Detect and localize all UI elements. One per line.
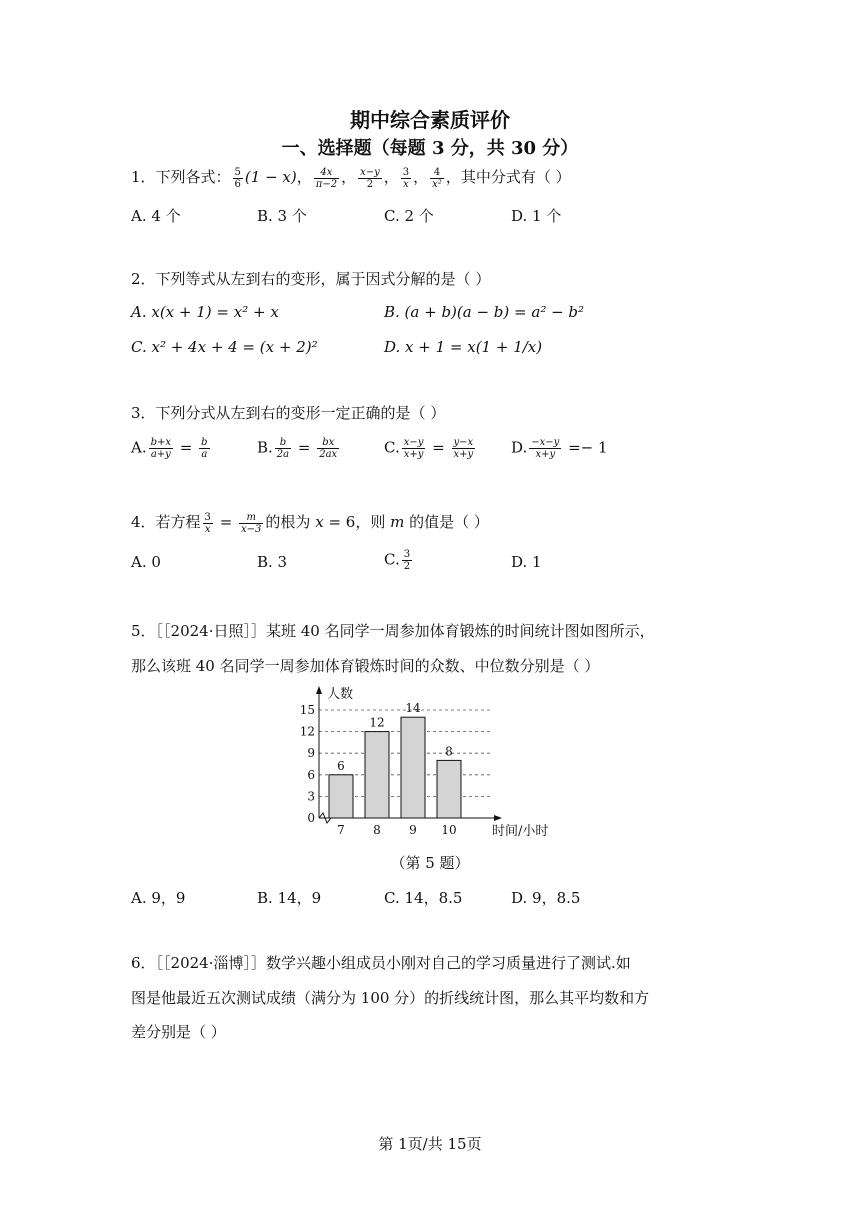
question-6-line-3: 差分别是（ ） xyxy=(131,1023,226,1041)
question-6-line-2: 图是他最近五次测试成绩（满分为 100 分）的折线统计图，那么其平均数和方 xyxy=(131,989,650,1007)
question-5-line-2: 那么该班 40 名同学一周参加体育锻炼时间的众数、中位数分别是（ ） xyxy=(131,657,600,675)
x-tick-label: 7 xyxy=(337,823,345,837)
q1-option-c: C. 2 个 xyxy=(384,207,434,225)
q1-option-d: D. 1 个 xyxy=(511,207,562,225)
bar-value-label: 6 xyxy=(337,758,345,773)
bar-chart xyxy=(295,682,565,842)
x-axis-title: 时间/小时 xyxy=(492,824,549,839)
bar xyxy=(329,775,353,818)
bar-value-label: 12 xyxy=(369,715,385,730)
y-axis-title: 人数 xyxy=(327,687,354,702)
x-tick-label: 8 xyxy=(373,823,381,837)
q3-option-b: B. $\frac{b}{2a}$ = $\frac{bx}{2ax}$ xyxy=(257,437,338,460)
q2-option-d: D. x + 1 = x(1 + 1/x) xyxy=(384,338,543,356)
q2-option-b: B. (a + b)(a − b) = a² − b² xyxy=(384,303,585,321)
question-4-stem: 4．若方程 $\frac{3}{x}$ = $\frac{m}{x-3}$ 的根为 x = 6，则 m 的值是（ ） xyxy=(131,511,489,535)
q4-option-c: C. $\frac{3}{2}$ xyxy=(384,549,411,572)
bar-value-label: 8 xyxy=(445,744,453,759)
question-3-stem: 3．下列分式从左到右的变形一定正确的是（ ） xyxy=(131,404,446,422)
q1-option-a: A. 4 个 xyxy=(131,207,181,225)
q4-option-d: D. 1 xyxy=(511,553,542,571)
q3-option-d: D. $\frac{-x-y}{x+y}$ =− 1 xyxy=(511,437,608,460)
q3-option-c: C. $\frac{x-y}{x+y}$ = $\frac{y-x}{x+y}$ xyxy=(384,437,474,460)
q5-option-d: D. 9，8.5 xyxy=(511,889,581,907)
page-title: 期中综合素质评价 xyxy=(350,108,510,132)
y-tick-label: 9 xyxy=(307,746,315,761)
bar xyxy=(365,732,389,818)
question-5-line-1: 5．［［2024·日照］］某班 40 名同学一周参加体育锻炼的时间统计图如图所示， xyxy=(131,622,655,640)
y-tick-label: 12 xyxy=(299,724,315,739)
q2-option-c: C. x² + 4x + 4 = (x + 2)² xyxy=(131,338,318,356)
bar xyxy=(401,717,425,818)
y-tick-label: 0 xyxy=(307,811,315,825)
question-1-stem: 1．下列各式： $\frac{5}{6}$ (1 − x)， $\frac{4x}{\pi-2}$ ， $\frac{x-y}{2}$ ， $\frac{3}{x}$ ， $\frac{4}{\text{x²}}$ ，其中分式有（ ） xyxy=(131,166,571,190)
q4-option-a: A. 0 xyxy=(131,553,161,571)
figure-caption: （第 5 题） xyxy=(390,854,470,872)
bar xyxy=(437,760,461,818)
y-tick-label: 3 xyxy=(307,789,315,804)
section-heading: 一、选择题（每题 3 分，共 30 分） xyxy=(281,138,579,159)
q2-option-a: A. x(x + 1) = x² + x xyxy=(131,303,279,321)
bar-value-label: 14 xyxy=(405,701,421,716)
y-axis-arrow xyxy=(316,686,322,694)
question-6-line-1: 6．［［2024·淄博］］数学兴趣小组成员小刚对自己的学习质量进行了测试.如 xyxy=(131,954,631,972)
q1-option-b: B. 3 个 xyxy=(257,207,307,225)
q5-option-a: A. 9，9 xyxy=(131,889,186,907)
x-tick-label: 9 xyxy=(409,823,417,837)
y-tick-label: 15 xyxy=(299,703,315,717)
q4-option-b: B. 3 xyxy=(257,553,288,571)
question-2-stem: 2．下列等式从左到右的变形，属于因式分解的是（ ） xyxy=(131,270,491,288)
y-tick-label: 6 xyxy=(307,767,315,782)
q5-option-b: B. 14，9 xyxy=(257,889,322,907)
q3-option-a: A. $\frac{b+x}{a+y}$ = $\frac{b}{a}$ xyxy=(131,437,208,460)
page-footer: 第 1页/共 15页 xyxy=(378,1135,482,1153)
x-axis-arrow xyxy=(494,815,502,821)
q5-option-c: C. 14，8.5 xyxy=(384,889,463,907)
x-tick-label: 10 xyxy=(441,823,457,837)
